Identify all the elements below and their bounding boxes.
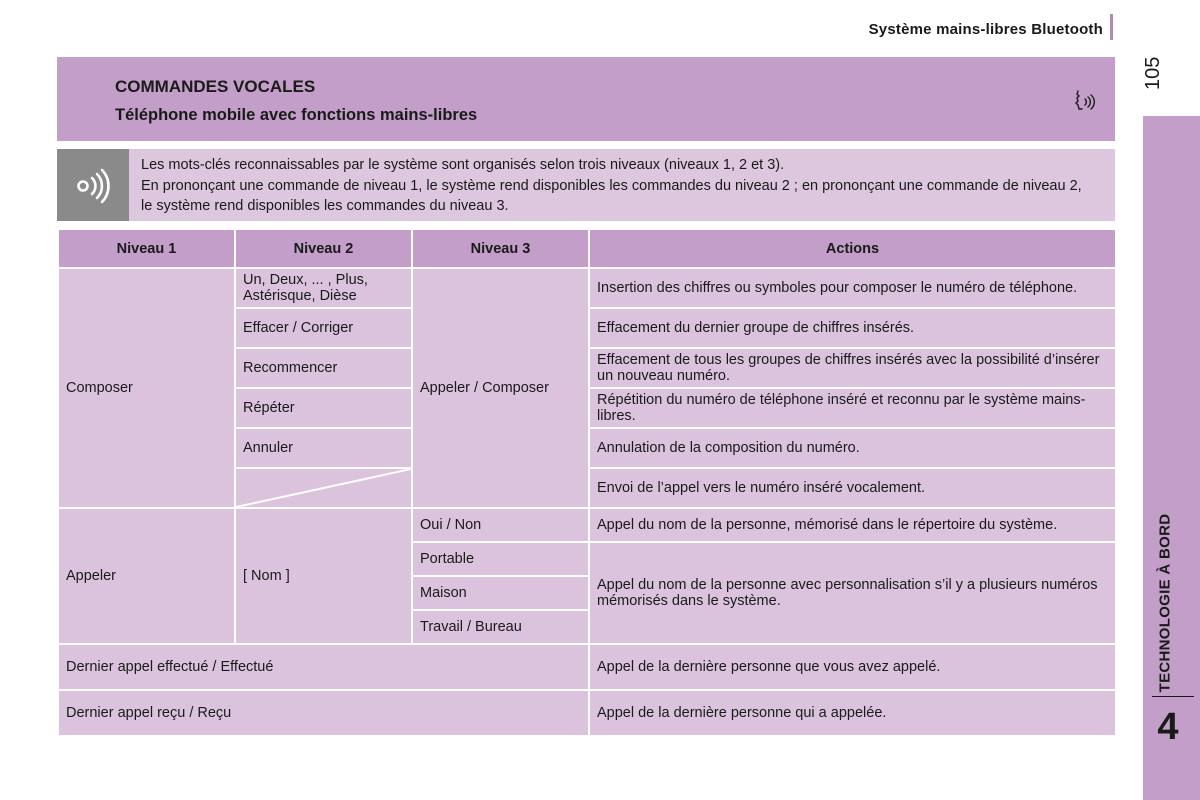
- page-subtitle: Téléphone mobile avec fonctions mains-libres: [115, 106, 478, 124]
- section-title: Système mains-libres Bluetooth: [868, 21, 1103, 38]
- table-row: [58, 508, 1116, 542]
- level1-appeler: Appeler: [58, 508, 235, 644]
- info-icon-box: [57, 149, 129, 221]
- level2-cell: Annuler: [235, 428, 412, 468]
- action-cell: Envoi de l’appel vers le numéro inséré vocalement.: [589, 468, 1116, 508]
- level2-cell: Effacer / Corriger: [235, 308, 412, 348]
- level2-cell: Recommencer: [235, 348, 412, 388]
- action-cell: Effacement de tous les groupes de chiffres insérés avec la possibilité d’insérer un nouveau numéro.: [589, 348, 1116, 388]
- voice-commands-table: [57, 228, 1117, 737]
- command-last-outgoing: Dernier appel effectué / Effectué: [58, 644, 589, 690]
- level3-appeler-composer: Appeler / Composer: [412, 268, 589, 508]
- action-cell: Annulation de la composition du numéro.: [589, 428, 1116, 468]
- chapter-tab-label: TECHNOLOGIE À BORD: [1156, 513, 1174, 693]
- page-title: COMMANDES VOCALES: [115, 77, 316, 96]
- header-level-1: Niveau 1: [58, 229, 235, 268]
- table-row: [58, 644, 1116, 690]
- table-row: [58, 690, 1116, 736]
- page-number: 105: [1142, 56, 1164, 90]
- title-panel: [57, 57, 1115, 141]
- level1-composer: Composer: [58, 268, 235, 508]
- action-cell: Insertion des chiffres ou symboles pour composer le numéro de téléphone.: [589, 268, 1116, 308]
- sound-waves-icon: [57, 149, 129, 221]
- action-cell: Appel du nom de la personne, mémorisé dans le répertoire du système.: [589, 508, 1116, 542]
- voice-command-icon: [1070, 87, 1100, 117]
- action-cell: Appel de la dernière personne que vous avez appelé.: [589, 644, 1116, 690]
- diagonal-line: [236, 469, 411, 507]
- action-cell: Appel du nom de la personne avec personnalisation s’il y a plusieurs numéros mémorisés dans le système.: [589, 542, 1116, 644]
- action-cell: Effacement du dernier groupe de chiffres insérés.: [589, 308, 1116, 348]
- chapter-divider: [1152, 696, 1194, 697]
- level3-cell: Oui / Non: [412, 508, 589, 542]
- info-text: [141, 155, 1095, 217]
- level3-cell: Maison: [412, 576, 589, 610]
- command-last-incoming: Dernier appel reçu / Reçu: [58, 690, 589, 736]
- info-line-1: Les mots-clés reconnaissables par le système sont organisés selon trois niveaux (niveaux 1, 2 et 3).: [141, 157, 785, 173]
- empty-level2-cell: [235, 468, 412, 508]
- level3-cell: Travail / Bureau: [412, 610, 589, 644]
- level2-cell: Répéter: [235, 388, 412, 428]
- info-note: [57, 149, 1115, 221]
- info-line-2: En prononçant une commande de niveau 1, le système rend disponibles les commandes du niveau 2 ; en prononçant une commande de niveau 2, le système rend disponibles les commandes du niveau 3.: [141, 177, 1082, 214]
- level3-cell: Portable: [412, 542, 589, 576]
- table-header-row: [58, 229, 1116, 268]
- chapter-number: 4: [1157, 706, 1179, 748]
- table-row: [58, 268, 1116, 308]
- chapter-tab: [1143, 116, 1200, 800]
- action-cell: Appel de la dernière personne qui a appelée.: [589, 690, 1116, 736]
- header-actions: Actions: [589, 229, 1116, 268]
- action-cell: Répétition du numéro de téléphone inséré et reconnu par le système mains-libres.: [589, 388, 1116, 428]
- level2-cell: Un, Deux, ... , Plus, Astérisque, Dièse: [235, 268, 412, 308]
- header-accent-bar: [1110, 14, 1113, 40]
- header-level-2: Niveau 2: [235, 229, 412, 268]
- header-level-3: Niveau 3: [412, 229, 589, 268]
- level2-nom: [ Nom ]: [235, 508, 412, 644]
